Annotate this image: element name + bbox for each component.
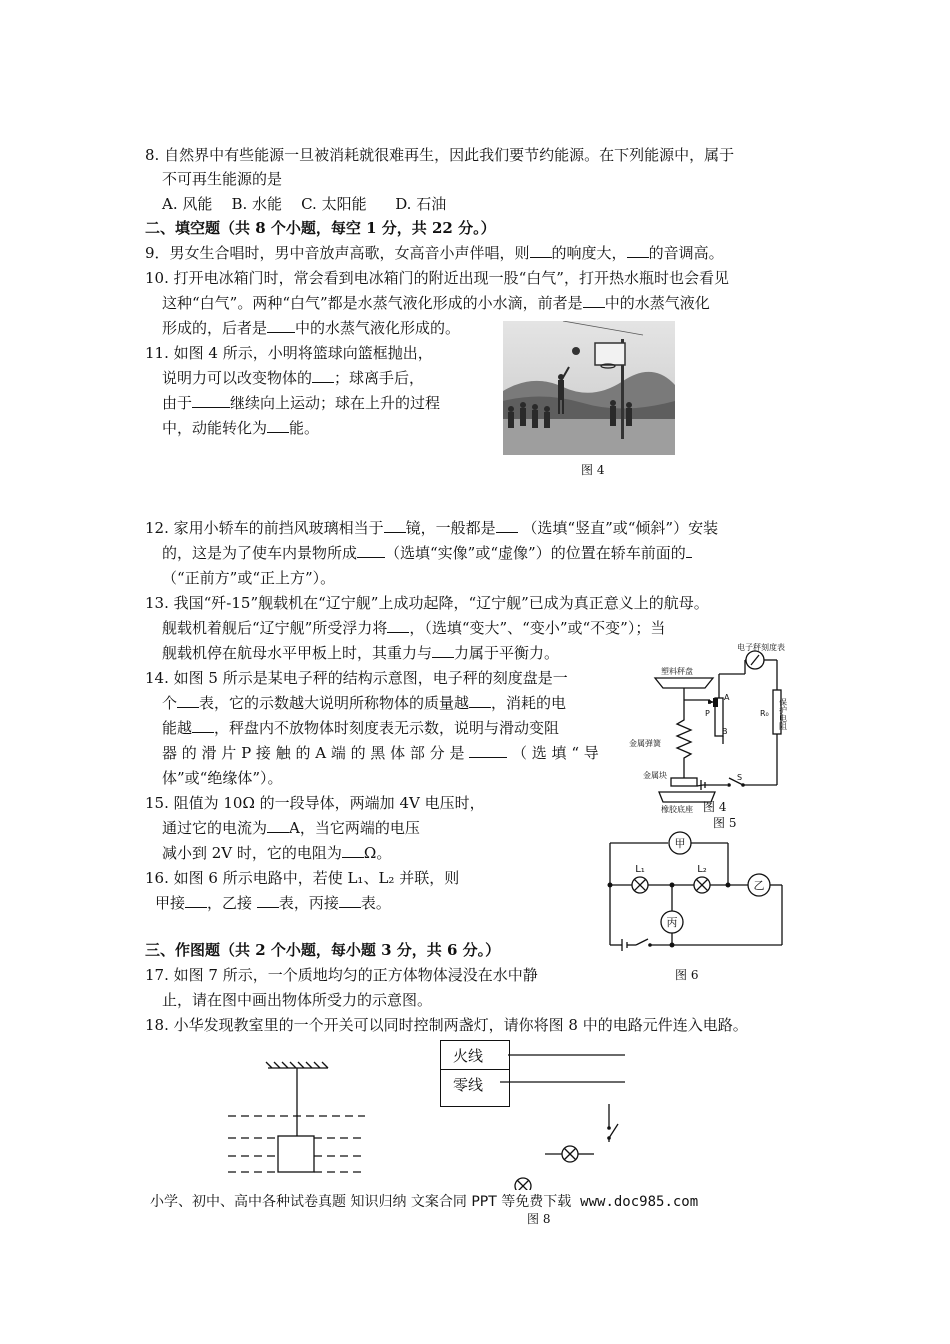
junction-dot <box>608 883 613 888</box>
q17-line1: 17. 如图 7 所示，一个质地均匀的正方体物体浸没在水中静 <box>145 966 538 984</box>
fig6-caption: 图 6 <box>675 968 699 982</box>
q15-line2 <box>162 818 420 838</box>
q14-line1: 14. 如图 5 所示是某电子秤的结构示意图，电子秤的刻度盘是一 <box>145 669 568 687</box>
q11-line2 <box>162 368 424 388</box>
fig5-label-s: S <box>737 773 743 782</box>
fig5-label-b: B <box>722 727 728 736</box>
q15-text: Ω。 <box>363 844 392 862</box>
q11-text: ；球离手后， <box>334 369 425 387</box>
q13-text: 舰载机着舰后“辽宁舰”所受浮力将 <box>162 619 388 637</box>
blank <box>185 893 207 908</box>
q12-line3: （“正前方”或“正上方”）。 <box>162 569 336 587</box>
q8-option-c: C. 太阳能 <box>301 195 367 213</box>
section2-heading: 二、填空题（共 8 个小题，每空 1 分，共 22 分。） <box>145 219 496 237</box>
fig5-label-r0: R₀ <box>760 709 769 718</box>
q8-option-b: B. 水能 <box>231 195 283 213</box>
q15-text: 通过它的电流为 <box>162 819 268 837</box>
q10-line1: 10. 打开电冰箱门时，常会看到电冰箱门的附近出现一股“白气”，打开热水瓶时也会看见 <box>145 269 729 287</box>
q14-text: 器 的 滑 片 P 接 触 的 A 端 的 黑 体 部 分 是 <box>162 744 465 762</box>
blank <box>267 818 289 833</box>
q10-text: 这种“白气”。两种“白气”都是水蒸气液化形成的小水滴，前者是 <box>162 294 583 312</box>
fig8-circuit-elements <box>500 1040 640 1190</box>
blank <box>192 393 230 408</box>
q14-line2 <box>162 693 566 713</box>
q16-text: 表，丙接 <box>278 894 339 912</box>
q16-text: ，乙接 <box>207 894 253 912</box>
q8-line2: 不可再生能源的是 <box>162 170 283 188</box>
q15-text: 减小到 2V 时，它的电阻为 <box>162 844 342 862</box>
switch-contact <box>607 1126 611 1130</box>
junction-dot <box>726 883 731 888</box>
footer-watermark <box>150 1193 698 1211</box>
fig5-label-a: A <box>724 693 730 702</box>
fig6-meter-bing: 丙 <box>666 916 678 929</box>
fig5-caption-b: 图 5 <box>713 816 737 830</box>
fig6-lamp-l2: L₂ <box>697 864 707 875</box>
blank <box>530 243 552 258</box>
fig5-label-meter: 电子秤刻度表 <box>737 643 785 652</box>
blank <box>357 543 385 558</box>
blank <box>496 518 518 533</box>
switch-contact <box>648 943 652 947</box>
q11-line4 <box>162 418 319 438</box>
footer-text: 小学、初中、高中各种试卷真题 知识归纳 文案合同 PPT 等免费下载 <box>150 1194 572 1210</box>
blank <box>257 893 279 908</box>
q8-line1: 8. 自然界中有些能源一旦被消耗就很难再生，因此我们要节约能源。在下列能源中，属于 <box>145 146 735 164</box>
q9-text2: 的响度大， <box>551 244 627 262</box>
q15-line1: 15. 阻值为 10Ω 的一段导体，两端加 4V 电压时， <box>145 794 485 812</box>
q10-text: 中的水蒸气液化形成的。 <box>295 319 461 337</box>
insulator-block <box>713 698 718 707</box>
q13-text: 舰载机停在航母水平甲板上时，其重力与 <box>162 644 433 662</box>
fig5-label-protect: 保护电阻 <box>778 698 788 730</box>
switch-contact <box>727 783 731 787</box>
q10-text: 形成的，后者是 <box>162 319 268 337</box>
fig6-meter-yi: 乙 <box>753 879 765 892</box>
q15-text: A，当它两端的电压 <box>289 819 420 837</box>
q12-text: （选填“实像”或“虚像”）的位置在轿车前面的 <box>385 544 686 562</box>
fig7-cube-in-water <box>220 1060 370 1185</box>
blank <box>339 893 361 908</box>
fig5-label-pan: 塑料秤盘 <box>661 667 693 676</box>
section3-heading: 三、作图题（共 2 个小题，每小题 3 分，共 6 分。） <box>145 941 501 959</box>
q8-option-a: A. 风能 <box>162 195 213 213</box>
blank <box>267 318 295 333</box>
blank <box>342 843 364 858</box>
q17-line2: 止，请在图中画出物体所受力的示意图。 <box>162 991 433 1009</box>
q12-line1 <box>145 518 718 538</box>
fig5-label-base: 橡胶底座 <box>661 805 693 814</box>
q12-line2 <box>162 543 692 563</box>
q15-line3 <box>162 843 391 863</box>
fig6-lamp-l1: L₁ <box>635 864 645 875</box>
q14-line4 <box>162 743 599 763</box>
blank <box>686 543 692 558</box>
q10-line2 <box>162 293 710 313</box>
q12-text: 的，这是为了使车内景物所成 <box>162 544 358 562</box>
blank <box>384 518 406 533</box>
blank <box>312 368 334 383</box>
q14-text: ，秤盘内不放物体时刻度表无示数，说明与滑动变阻 <box>214 719 560 737</box>
live-wire-label: 火线 <box>453 1047 484 1065</box>
q12-text: （选填“竖直”或“倾斜”）安装 <box>522 519 719 537</box>
q11-line3 <box>162 393 440 413</box>
q11-text: 继续向上运动；球在上升的过程 <box>230 394 441 412</box>
q12-text: 12. 家用小轿车的前挡风玻璃相当于 <box>145 519 384 537</box>
q8-option-d: D. 石油 <box>395 195 447 213</box>
blank <box>267 418 289 433</box>
fig5-label-block: 金属块 <box>643 771 667 780</box>
junction-dot <box>670 943 675 948</box>
blank <box>177 693 199 708</box>
q13-text: 力属于平衡力。 <box>454 644 560 662</box>
q16-text: 表。 <box>360 894 391 912</box>
q14-text: 个 <box>162 694 178 712</box>
blank <box>192 718 214 733</box>
blank <box>627 243 649 258</box>
q13-line1: 13. 我国“歼-15”舰载机在“辽宁舰”上成功起降，“辽宁舰”已成为真正意义上的航母。 <box>145 594 709 612</box>
basketball-photo <box>503 321 675 455</box>
q9-text3: 的音调高。 <box>648 244 724 262</box>
fig5-caption-a: 图 4 <box>703 800 727 814</box>
q11-line1: 11. 如图 4 所示，小明将篮球向篮框抛出， <box>145 344 433 362</box>
q13-line3 <box>162 643 559 663</box>
blank <box>469 693 491 708</box>
blank <box>583 293 605 308</box>
q14-text: ，消耗的电 <box>491 694 567 712</box>
switch-contact <box>607 1136 611 1140</box>
fig5-label-p: P <box>705 709 710 718</box>
fig5-label-spring: 金属弹簧 <box>629 739 661 748</box>
fig4-caption: 图 4 <box>581 463 605 477</box>
q16-text: 甲接 <box>155 894 186 912</box>
q9 <box>145 243 724 263</box>
q9-text1: 9．男女生合唱时，男中音放声高歌，女高音小声伴唱，则 <box>145 244 530 262</box>
blank <box>432 643 454 658</box>
footer-url[interactable]: www.doc985.com <box>580 1194 699 1210</box>
q13-line2 <box>162 618 665 638</box>
blank <box>469 743 507 758</box>
junction-dot <box>670 883 675 888</box>
q11-text: 中，动能转化为 <box>162 419 268 437</box>
q10-line3 <box>162 318 460 338</box>
q14-text: 表，它的示数越大说明所称物体的质量越 <box>199 694 470 712</box>
q11-text: 说明力可以改变物体的 <box>162 369 313 387</box>
q8-options <box>162 194 446 214</box>
neutral-wire-label: 零线 <box>453 1076 484 1094</box>
switch-contact <box>741 783 745 787</box>
q14-text: 能越 <box>162 719 193 737</box>
q13-text: ，（选填“变大”、“变小”或“不变”）；当 <box>409 619 666 637</box>
q12-text: 镜，一般都是 <box>405 519 496 537</box>
q10-text: 中的水蒸气液化 <box>604 294 710 312</box>
q16-line2 <box>155 893 391 913</box>
q18-line1: 18. 小华发现教室里的一个开关可以同时控制两盏灯，请你将图 8 中的电路元件连入电路。 <box>145 1016 748 1034</box>
q14-line5: 体”或“绝缘体”）。 <box>162 769 283 787</box>
fig8-caption: 图 8 <box>527 1212 551 1226</box>
q16-line1: 16. 如图 6 所示电路中，若使 L₁、L₂ 并联，则 <box>145 869 460 887</box>
fig6-circuit-diagram <box>600 825 800 955</box>
q14-line3 <box>162 718 559 738</box>
q11-text: 由于 <box>162 394 193 412</box>
blank <box>387 618 409 633</box>
fig6-meter-jia: 甲 <box>674 837 686 850</box>
q14-text: （ 选 填 “ 导 <box>512 744 599 762</box>
q11-text: 能。 <box>289 419 320 437</box>
